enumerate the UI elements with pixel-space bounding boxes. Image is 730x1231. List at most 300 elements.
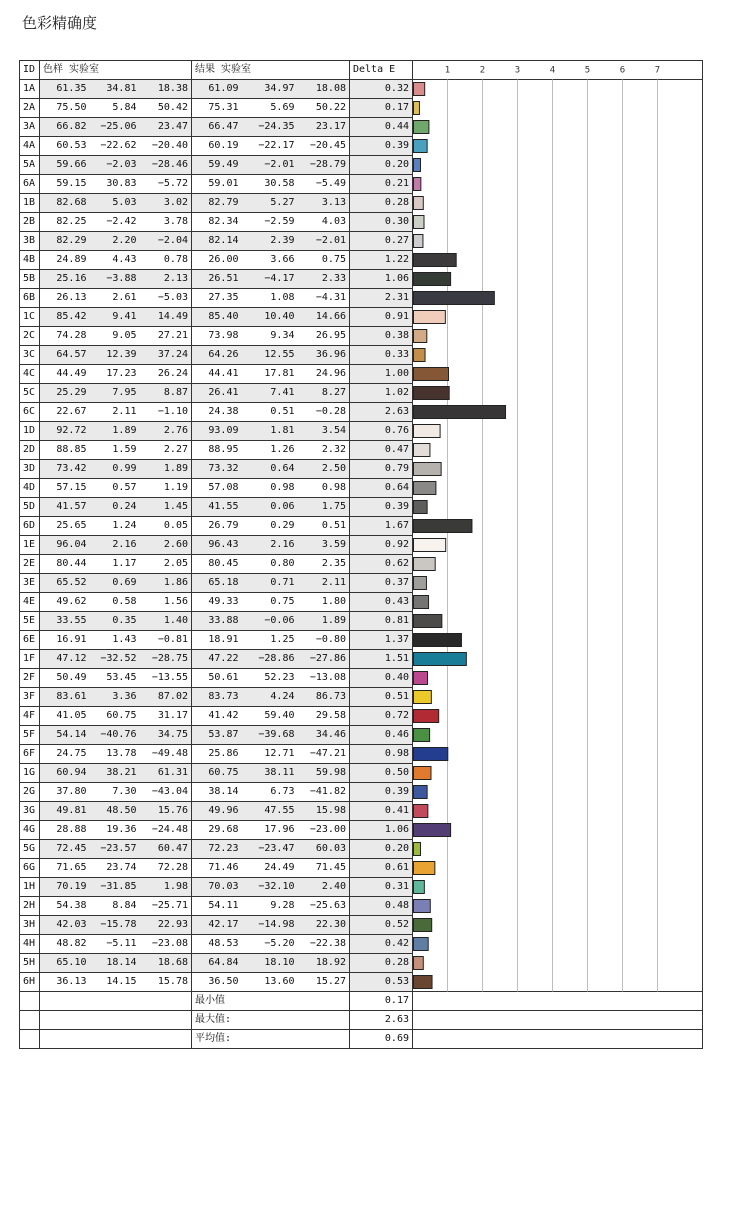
result-l: 36.50	[192, 973, 242, 992]
table-row	[20, 384, 703, 403]
result-a: 0.75	[242, 593, 298, 612]
bar-cell	[413, 99, 703, 118]
delta-e-value: 0.39	[350, 498, 413, 517]
sample-b: 72.28	[140, 859, 192, 878]
sample-l: 22.67	[40, 403, 90, 422]
result-b: 14.66	[298, 308, 350, 327]
row-id: 6H	[20, 973, 40, 992]
sample-l: 50.49	[40, 669, 90, 688]
sample-b: 37.24	[140, 346, 192, 365]
sample-a: 38.21	[90, 764, 140, 783]
sample-b: 0.05	[140, 517, 192, 536]
result-b: 3.13	[298, 194, 350, 213]
delta-e-value: 0.17	[350, 99, 413, 118]
sample-b: 2.60	[140, 536, 192, 555]
bar-cell	[413, 574, 703, 593]
result-b: 1.80	[298, 593, 350, 612]
result-l: 42.17	[192, 916, 242, 935]
delta-e-value: 0.27	[350, 232, 413, 251]
delta-e-value: 0.20	[350, 156, 413, 175]
sample-a: −22.62	[90, 137, 140, 156]
delta-e-value: 1.02	[350, 384, 413, 403]
row-id: 6B	[20, 289, 40, 308]
sample-l: 75.50	[40, 99, 90, 118]
result-l: 26.79	[192, 517, 242, 536]
row-id: 2B	[20, 213, 40, 232]
row-id: 5F	[20, 726, 40, 745]
sample-l: 82.29	[40, 232, 90, 251]
table-row	[20, 650, 703, 669]
bar-cell	[413, 270, 703, 289]
sample-l: 16.91	[40, 631, 90, 650]
bar-cell	[413, 897, 703, 916]
table-row	[20, 859, 703, 878]
sample-a: 9.41	[90, 308, 140, 327]
result-b: 36.96	[298, 346, 350, 365]
sample-b: 1.56	[140, 593, 192, 612]
sample-b: −1.10	[140, 403, 192, 422]
sample-l: 48.82	[40, 935, 90, 954]
result-l: 64.26	[192, 346, 242, 365]
result-a: 5.69	[242, 99, 298, 118]
sample-a: 53.45	[90, 669, 140, 688]
delta-e-value: 0.32	[350, 80, 413, 99]
delta-e-value: 0.37	[350, 574, 413, 593]
sample-b: −13.55	[140, 669, 192, 688]
bar-cell	[413, 783, 703, 802]
bar-cell	[413, 517, 703, 536]
result-b: 22.30	[298, 916, 350, 935]
delta-e-value: 0.41	[350, 802, 413, 821]
tick-label: 5	[584, 65, 591, 76]
table-row	[20, 99, 703, 118]
result-l: 82.14	[192, 232, 242, 251]
sample-b: 50.42	[140, 99, 192, 118]
result-b: 18.08	[298, 80, 350, 99]
sample-b: 18.68	[140, 954, 192, 973]
bar-cell	[413, 194, 703, 213]
table-row	[20, 612, 703, 631]
row-id: 4G	[20, 821, 40, 840]
sample-a: 0.99	[90, 460, 140, 479]
delta-e-value: 0.76	[350, 422, 413, 441]
delta-e-value: 0.46	[350, 726, 413, 745]
sample-a: 30.83	[90, 175, 140, 194]
result-l: 18.91	[192, 631, 242, 650]
result-l: 26.51	[192, 270, 242, 289]
bar-cell	[413, 612, 703, 631]
sample-b: 31.17	[140, 707, 192, 726]
result-a: −39.68	[242, 726, 298, 745]
col-sample-header: 色样 实验室	[40, 61, 192, 80]
result-b: 2.11	[298, 574, 350, 593]
delta-e-value: 0.20	[350, 840, 413, 859]
bar-cell	[413, 650, 703, 669]
row-id: 1D	[20, 422, 40, 441]
table-row	[20, 935, 703, 954]
sample-a: 5.03	[90, 194, 140, 213]
sample-b: 26.24	[140, 365, 192, 384]
row-id: 4F	[20, 707, 40, 726]
table-row	[20, 327, 703, 346]
bar-cell	[413, 213, 703, 232]
sample-l: 44.49	[40, 365, 90, 384]
sample-a: 5.84	[90, 99, 140, 118]
result-a: −4.17	[242, 270, 298, 289]
sample-a: 12.39	[90, 346, 140, 365]
delta-e-value: 0.52	[350, 916, 413, 935]
sample-l: 49.62	[40, 593, 90, 612]
chart-axis-header	[413, 61, 703, 80]
delta-e-value: 0.64	[350, 479, 413, 498]
result-l: 47.22	[192, 650, 242, 669]
bar-cell	[413, 859, 703, 878]
result-a: 0.98	[242, 479, 298, 498]
tick-label: 1	[444, 65, 451, 76]
delta-e-value: 1.06	[350, 270, 413, 289]
result-b: 24.96	[298, 365, 350, 384]
row-id: 5A	[20, 156, 40, 175]
delta-e-value: 0.50	[350, 764, 413, 783]
result-a: −22.17	[242, 137, 298, 156]
tick-label: 7	[654, 65, 661, 76]
result-l: 49.96	[192, 802, 242, 821]
bar-cell	[413, 403, 703, 422]
sample-a: −32.52	[90, 650, 140, 669]
row-id: 4E	[20, 593, 40, 612]
sample-a: 3.36	[90, 688, 140, 707]
summary-min-value: 0.17	[350, 992, 413, 1011]
result-a: 10.40	[242, 308, 298, 327]
page-title: 色彩精确度	[22, 14, 98, 32]
delta-e-value: 0.62	[350, 555, 413, 574]
summary-avg-label: 平均值:	[192, 1030, 350, 1049]
table-body	[20, 80, 703, 992]
sample-b: −43.04	[140, 783, 192, 802]
bar-cell	[413, 289, 703, 308]
result-b: 0.51	[298, 517, 350, 536]
result-b: 18.92	[298, 954, 350, 973]
result-b: −25.63	[298, 897, 350, 916]
bar-cell	[413, 460, 703, 479]
delta-e-value: 0.28	[350, 194, 413, 213]
summary-min-row	[20, 992, 703, 1011]
summary-max-value: 2.63	[350, 1011, 413, 1030]
table-row	[20, 764, 703, 783]
table-row	[20, 517, 703, 536]
delta-e-value: 0.72	[350, 707, 413, 726]
sample-l: 59.66	[40, 156, 90, 175]
result-a: 2.16	[242, 536, 298, 555]
header-row	[20, 61, 703, 80]
row-id: 3A	[20, 118, 40, 137]
sample-l: 26.13	[40, 289, 90, 308]
sample-b: −49.48	[140, 745, 192, 764]
result-a: −23.47	[242, 840, 298, 859]
bar-cell	[413, 308, 703, 327]
sample-a: −3.88	[90, 270, 140, 289]
delta-e-value: 0.91	[350, 308, 413, 327]
result-a: 7.41	[242, 384, 298, 403]
delta-e-value: 0.51	[350, 688, 413, 707]
delta-e-value: 0.81	[350, 612, 413, 631]
delta-e-value: 0.31	[350, 878, 413, 897]
sample-a: 23.74	[90, 859, 140, 878]
result-l: 29.68	[192, 821, 242, 840]
result-b: 3.59	[298, 536, 350, 555]
sample-b: 2.27	[140, 441, 192, 460]
bar-cell	[413, 878, 703, 897]
result-b: 0.75	[298, 251, 350, 270]
sample-b: 27.21	[140, 327, 192, 346]
result-b: 50.22	[298, 99, 350, 118]
table-row	[20, 897, 703, 916]
sample-l: 83.61	[40, 688, 90, 707]
bar-cell	[413, 365, 703, 384]
result-b: −13.08	[298, 669, 350, 688]
sample-a: 2.16	[90, 536, 140, 555]
result-b: −27.86	[298, 650, 350, 669]
sample-l: 59.15	[40, 175, 90, 194]
row-id: 3F	[20, 688, 40, 707]
sample-a: 7.30	[90, 783, 140, 802]
bar-cell	[413, 422, 703, 441]
row-id: 2A	[20, 99, 40, 118]
result-b: −0.28	[298, 403, 350, 422]
table-row	[20, 156, 703, 175]
delta-e-value: 0.21	[350, 175, 413, 194]
sample-b: 1.19	[140, 479, 192, 498]
bar-cell	[413, 536, 703, 555]
result-l: 24.38	[192, 403, 242, 422]
row-id: 4D	[20, 479, 40, 498]
result-b: 1.89	[298, 612, 350, 631]
delta-e-value: 1.22	[350, 251, 413, 270]
result-l: 71.46	[192, 859, 242, 878]
sample-l: 82.25	[40, 213, 90, 232]
sample-l: 73.42	[40, 460, 90, 479]
row-id: 3D	[20, 460, 40, 479]
result-a: −2.59	[242, 213, 298, 232]
table-row	[20, 270, 703, 289]
result-b: 2.33	[298, 270, 350, 289]
sample-b: 8.87	[140, 384, 192, 403]
row-id: 2G	[20, 783, 40, 802]
result-a: 1.08	[242, 289, 298, 308]
sample-a: 1.59	[90, 441, 140, 460]
row-id: 5E	[20, 612, 40, 631]
sample-b: −24.48	[140, 821, 192, 840]
bar-cell	[413, 745, 703, 764]
result-a: 1.26	[242, 441, 298, 460]
bar-cell	[413, 137, 703, 156]
bar-cell	[413, 821, 703, 840]
sample-b: −0.81	[140, 631, 192, 650]
result-b: 4.03	[298, 213, 350, 232]
sample-l: 42.03	[40, 916, 90, 935]
row-id: 2C	[20, 327, 40, 346]
row-id: 1B	[20, 194, 40, 213]
sample-l: 80.44	[40, 555, 90, 574]
sample-b: 1.45	[140, 498, 192, 517]
sample-b: 60.47	[140, 840, 192, 859]
result-a: 0.06	[242, 498, 298, 517]
sample-a: −31.85	[90, 878, 140, 897]
result-b: 86.73	[298, 688, 350, 707]
col-delta-header: Delta E	[350, 61, 413, 80]
sample-l: 41.05	[40, 707, 90, 726]
bar-cell	[413, 764, 703, 783]
sample-l: 60.94	[40, 764, 90, 783]
table-row	[20, 726, 703, 745]
bar-cell	[413, 669, 703, 688]
result-a: 38.11	[242, 764, 298, 783]
sample-l: 65.52	[40, 574, 90, 593]
sample-b: 1.98	[140, 878, 192, 897]
sample-a: 1.24	[90, 517, 140, 536]
bar-cell	[413, 479, 703, 498]
summary-avg-row	[20, 1030, 703, 1049]
result-a: 3.66	[242, 251, 298, 270]
result-a: 1.25	[242, 631, 298, 650]
result-b: 59.98	[298, 764, 350, 783]
sample-a: 0.69	[90, 574, 140, 593]
row-id: 6E	[20, 631, 40, 650]
result-a: 2.39	[242, 232, 298, 251]
result-l: 26.00	[192, 251, 242, 270]
sample-a: 0.24	[90, 498, 140, 517]
sample-a: −40.76	[90, 726, 140, 745]
row-id: 5B	[20, 270, 40, 289]
sample-b: −2.04	[140, 232, 192, 251]
table-row	[20, 536, 703, 555]
result-a: 59.40	[242, 707, 298, 726]
result-b: 71.45	[298, 859, 350, 878]
table-row	[20, 175, 703, 194]
bar-cell	[413, 251, 703, 270]
sample-l: 25.65	[40, 517, 90, 536]
sample-l: 65.10	[40, 954, 90, 973]
delta-e-value: 0.28	[350, 954, 413, 973]
sample-l: 41.57	[40, 498, 90, 517]
summary-avg-value: 0.69	[350, 1030, 413, 1049]
sample-a: −2.42	[90, 213, 140, 232]
result-b: 2.32	[298, 441, 350, 460]
sample-b: 1.86	[140, 574, 192, 593]
delta-e-value: 0.92	[350, 536, 413, 555]
sample-b: −25.71	[140, 897, 192, 916]
result-a: 4.24	[242, 688, 298, 707]
sample-b: 87.02	[140, 688, 192, 707]
sample-a: 17.23	[90, 365, 140, 384]
result-a: −32.10	[242, 878, 298, 897]
result-l: 27.35	[192, 289, 242, 308]
sample-a: 48.50	[90, 802, 140, 821]
table-row	[20, 631, 703, 650]
bar-cell	[413, 840, 703, 859]
sample-b: 34.75	[140, 726, 192, 745]
table-row	[20, 954, 703, 973]
sample-l: 47.12	[40, 650, 90, 669]
bar-cell	[413, 707, 703, 726]
row-id: 2H	[20, 897, 40, 916]
sample-b: 18.38	[140, 80, 192, 99]
table-row	[20, 441, 703, 460]
delta-e-value: 0.44	[350, 118, 413, 137]
result-l: 85.40	[192, 308, 242, 327]
result-a: −14.98	[242, 916, 298, 935]
sample-l: 72.45	[40, 840, 90, 859]
result-l: 70.03	[192, 878, 242, 897]
result-l: 65.18	[192, 574, 242, 593]
result-l: 88.95	[192, 441, 242, 460]
sample-a: 60.75	[90, 707, 140, 726]
sample-l: 71.65	[40, 859, 90, 878]
result-l: 33.88	[192, 612, 242, 631]
result-l: 48.53	[192, 935, 242, 954]
result-l: 59.49	[192, 156, 242, 175]
table-row	[20, 194, 703, 213]
result-l: 73.32	[192, 460, 242, 479]
delta-e-value: 0.30	[350, 213, 413, 232]
row-id: 5C	[20, 384, 40, 403]
result-a: 12.55	[242, 346, 298, 365]
delta-e-value: 0.98	[350, 745, 413, 764]
delta-e-value: 1.67	[350, 517, 413, 536]
tick-label: 4	[549, 65, 556, 76]
table-row	[20, 137, 703, 156]
sample-l: 24.89	[40, 251, 90, 270]
row-id: 1H	[20, 878, 40, 897]
sample-l: 66.82	[40, 118, 90, 137]
result-b: −20.45	[298, 137, 350, 156]
table-row	[20, 422, 703, 441]
delta-e-value: 0.39	[350, 137, 413, 156]
result-a: 0.64	[242, 460, 298, 479]
table-row	[20, 783, 703, 802]
result-l: 50.61	[192, 669, 242, 688]
bar-cell	[413, 175, 703, 194]
result-b: 29.58	[298, 707, 350, 726]
table-row	[20, 973, 703, 992]
result-b: −5.49	[298, 175, 350, 194]
bar-cell	[413, 916, 703, 935]
row-id: 1F	[20, 650, 40, 669]
sample-a: 1.89	[90, 422, 140, 441]
sample-b: 1.40	[140, 612, 192, 631]
delta-e-value: 0.47	[350, 441, 413, 460]
sample-b: 0.78	[140, 251, 192, 270]
sample-l: 49.81	[40, 802, 90, 821]
result-a: 30.58	[242, 175, 298, 194]
result-a: −28.86	[242, 650, 298, 669]
result-l: 64.84	[192, 954, 242, 973]
table-row	[20, 574, 703, 593]
delta-e-value: 0.61	[350, 859, 413, 878]
bar-cell	[413, 688, 703, 707]
result-l: 60.75	[192, 764, 242, 783]
table-row	[20, 707, 703, 726]
delta-e-value: 0.39	[350, 783, 413, 802]
summary-min-label: 最小值	[192, 992, 350, 1011]
table-row	[20, 80, 703, 99]
result-a: 18.10	[242, 954, 298, 973]
summary-max-row	[20, 1011, 703, 1030]
sample-a: 8.84	[90, 897, 140, 916]
result-l: 66.47	[192, 118, 242, 137]
table-row	[20, 308, 703, 327]
result-l: 26.41	[192, 384, 242, 403]
